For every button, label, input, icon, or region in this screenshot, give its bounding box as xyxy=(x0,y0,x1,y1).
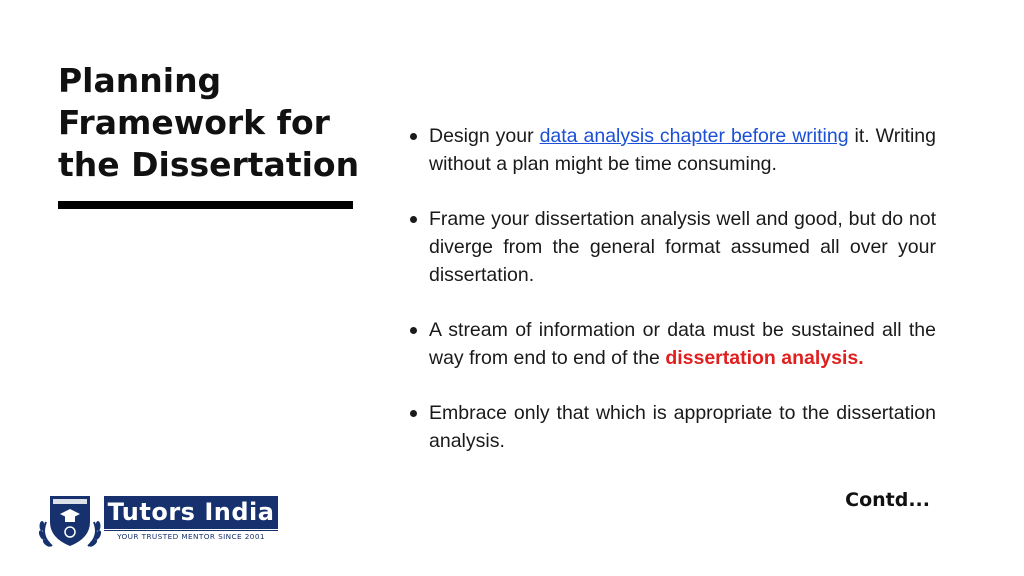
bullet-text: Frame your dissertation analysis well and good, but do not diverge from the general format assumed all over your dissertation. xyxy=(429,208,936,286)
bullet-text: Embrace only that which is appropriate to the dissertation analysis. xyxy=(429,402,936,452)
bullet-text: A stream of information or data must be sustained all the way from end to end of the xyxy=(429,319,936,369)
bullet-dot-icon xyxy=(410,410,417,417)
data-analysis-link[interactable]: data analysis chapter before writing xyxy=(539,125,849,147)
bullet-dot-icon xyxy=(410,327,417,334)
bullet-item xyxy=(410,205,936,289)
title-underline-bar xyxy=(58,201,353,209)
bullet-item xyxy=(410,399,936,455)
brand-name: Tutors India xyxy=(104,496,278,529)
title-line: the Dissertation xyxy=(58,145,360,184)
bullet-item xyxy=(410,316,936,372)
bullet-text: Design your xyxy=(429,125,540,147)
bullet-dot-icon xyxy=(410,133,417,140)
highlighted-text: dissertation analysis. xyxy=(665,347,864,369)
title-line: Planning xyxy=(58,61,222,100)
slide-title xyxy=(58,60,368,186)
bullet-item xyxy=(410,122,936,178)
bullet-list xyxy=(410,122,936,482)
bullet-text: it. Writing without a plan might be time consuming. xyxy=(429,125,936,175)
bullet-dot-icon xyxy=(410,216,417,223)
brand-tagline: YOUR TRUSTED MENTOR SINCE 2001 xyxy=(104,530,278,543)
title-line: Framework for xyxy=(58,103,330,142)
continued-label: Contd... xyxy=(845,489,930,511)
